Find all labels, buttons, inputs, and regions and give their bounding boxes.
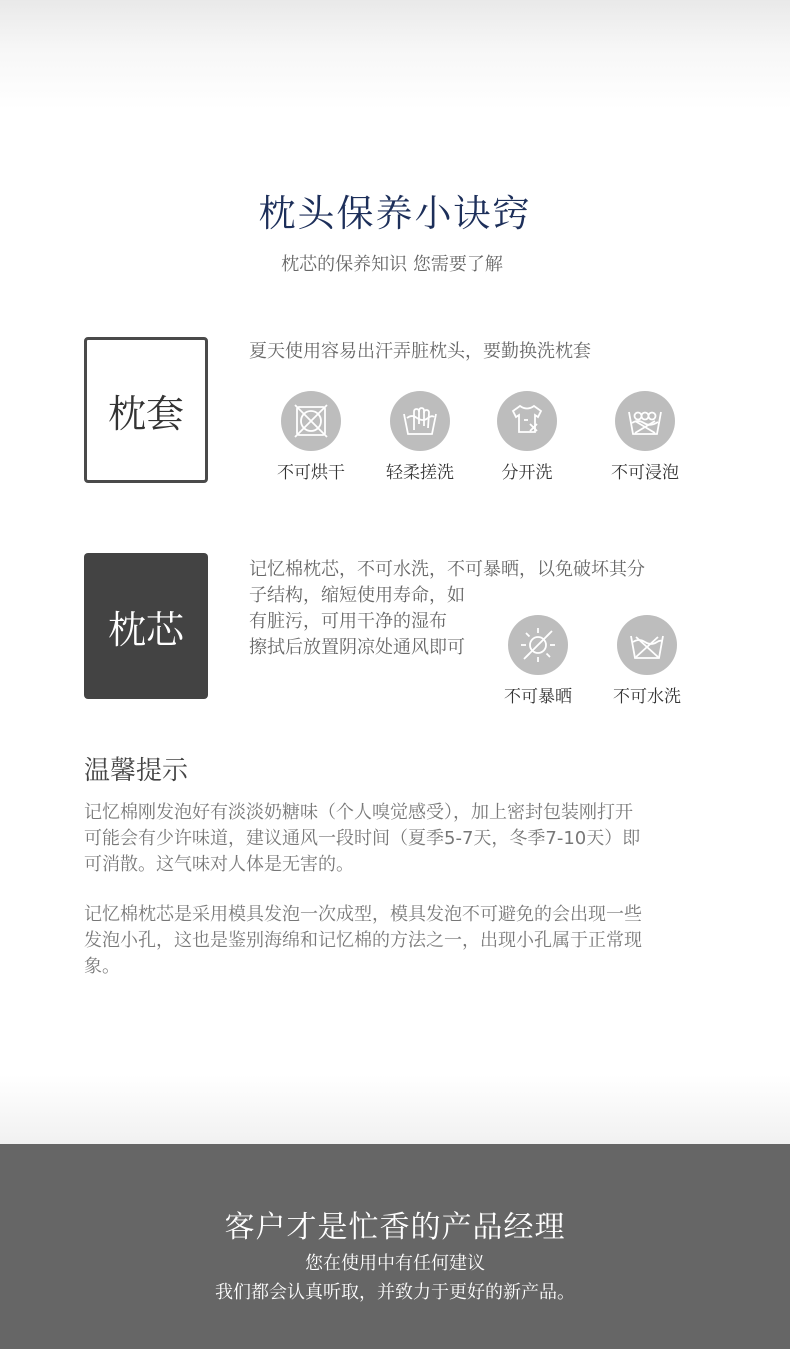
icon-label: 轻柔搓洗 — [386, 463, 454, 483]
footer-line: 我们都会认真听取，并致力于更好的新产品。 — [215, 1282, 575, 1303]
tips-title: 温馨提示 — [84, 756, 189, 786]
footer-banner — [0, 1144, 790, 1349]
tips-line: 象。 — [84, 956, 120, 977]
tips-line: 可消散。这气味对人体是无害的。 — [84, 854, 354, 875]
pillowcase-description: 夏天使用容易出汗弄脏枕头，要勤换洗枕套 — [249, 341, 591, 362]
tips-paragraph — [84, 800, 706, 878]
pillowcase-label-box: 枕套 — [84, 337, 208, 483]
tips-line: 发泡小孔，这也是鉴别海绵和记忆棉的方法之一，出现小孔属于正常现 — [84, 930, 642, 951]
tips-line: 记忆棉刚发泡好有淡淡奶糖味（个人嗅觉感受），加上密封包装刚打开 — [84, 802, 633, 823]
icon-item-no-soak — [590, 391, 700, 483]
icon-item-wash-separately — [472, 391, 582, 483]
gentle-hand-wash-icon — [390, 391, 450, 451]
icon-label: 不可暴晒 — [504, 687, 572, 707]
tips-line: 可能会有少许味道，建议通风一段时间（夏季5-7天，冬季7-10天）即 — [84, 828, 641, 849]
tips-line: 记忆棉枕芯是采用模具发泡一次成型，模具发泡不可避免的会出现一些 — [84, 904, 642, 925]
top-gradient — [0, 0, 790, 110]
description-line: 擦拭后放置阴凉处通风即可 — [249, 637, 465, 658]
page-subtitle: 枕芯的保养知识 您需要了解 — [281, 254, 503, 275]
no-tumble-dry-icon — [281, 391, 341, 451]
pillow-core-label-box: 枕芯 — [84, 553, 208, 699]
tips-paragraph — [84, 902, 706, 980]
icon-item-no-tumble-dry — [256, 391, 366, 483]
icon-item-no-sun-exposure — [483, 615, 593, 707]
no-sun-exposure-icon — [508, 615, 568, 675]
page-title: 枕头保养小诀窍 — [258, 192, 532, 235]
no-soak-icon — [615, 391, 675, 451]
footer-line: 您在使用中有任何建议 — [305, 1253, 485, 1274]
icon-label: 不可浸泡 — [611, 463, 679, 483]
bottom-gradient — [0, 1075, 790, 1145]
wash-separately-icon — [497, 391, 557, 451]
icon-label: 不可烘干 — [277, 463, 345, 483]
icon-label: 分开洗 — [501, 463, 553, 483]
icon-item-gentle-hand-wash — [365, 391, 475, 483]
icon-item-no-washing — [592, 615, 702, 707]
icon-label: 不可水洗 — [613, 687, 681, 707]
footer-title: 客户才是忙香的产品经理 — [224, 1210, 566, 1245]
description-line: 有脏污，可用干净的湿布 — [249, 611, 447, 632]
description-line: 记忆棉枕芯，不可水洗，不可暴晒，以免破坏其分 — [249, 559, 645, 580]
description-line: 子结构，缩短使用寿命，如 — [249, 585, 465, 606]
no-washing-icon — [617, 615, 677, 675]
